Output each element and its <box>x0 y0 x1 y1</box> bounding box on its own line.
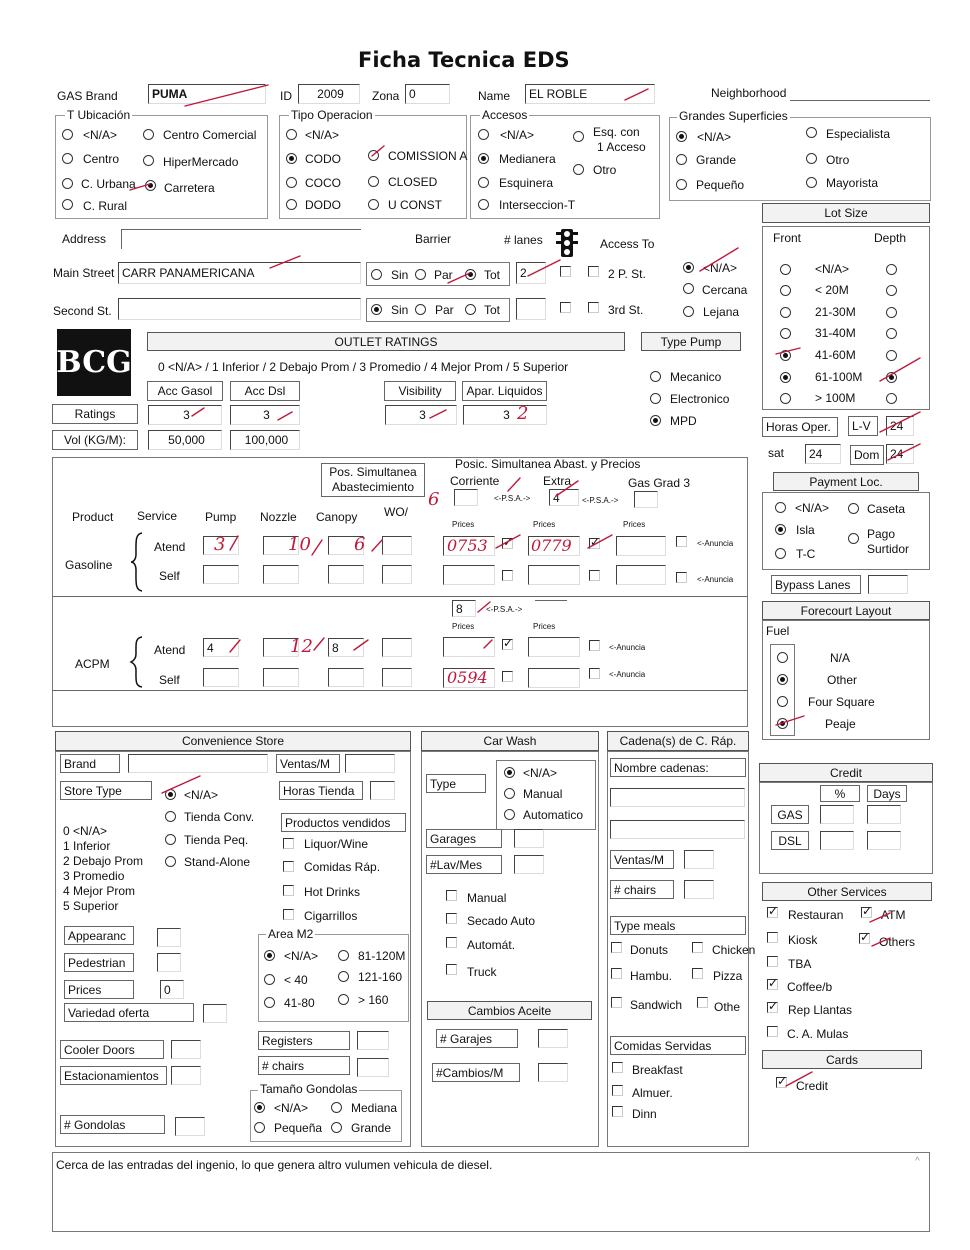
zona-field[interactable]: 0 <box>405 84 450 104</box>
gs-na-label: <N/A> <box>697 130 732 144</box>
rating-gasol-field[interactable]: 3 <box>148 405 222 425</box>
ubicacion-centro-label: Centro <box>83 152 120 166</box>
vol-dsl-field[interactable]: 100,000 <box>230 430 300 450</box>
visibility-label: Visibility <box>384 381 456 401</box>
tipo-operacion-title: Tipo Operacion <box>291 108 373 122</box>
accesos-esq-label: Esq. con <box>593 125 640 139</box>
ink-tick-mark <box>430 410 446 418</box>
meal-chicken-label: Chicken <box>712 943 756 957</box>
registers-label: Registers <box>258 1031 350 1050</box>
prod-liquor-label: Liquor/Wine <box>304 837 369 851</box>
depth-label: Depth <box>874 231 907 245</box>
cambios-aceite-header: Cambios Aceite <box>427 1001 592 1020</box>
gas-brand-label: GAS Brand <box>57 89 118 103</box>
ink-acpm-nozzle: 12 <box>290 636 313 657</box>
accesos-na-label: <N/A> <box>500 128 535 142</box>
ink-tick-mark <box>314 638 324 650</box>
prod-cigarrillos-label: Cigarrillos <box>304 909 358 923</box>
ink-tick-mark <box>880 358 920 381</box>
appearance-label: Appearanc <box>64 926 134 945</box>
wo-col-header: WO/ <box>384 505 408 519</box>
ubicacion-hiper-label: HiperMercado <box>163 155 239 169</box>
area-title: Area M2 <box>268 927 314 941</box>
forecourt-other-label: Other <box>827 673 858 687</box>
access-to-label: Access To <box>600 237 655 251</box>
ink-acpm-price: 0594 <box>447 668 488 687</box>
card-credit-label: Credit <box>796 1079 829 1093</box>
lot-size-option-label: 41-60M <box>815 348 856 362</box>
address-label: Address <box>62 232 107 246</box>
second-st-label: Second St. <box>53 304 112 318</box>
second-par-label: Par <box>435 303 454 317</box>
gas-self-anuncia-label: <-Anuncia <box>697 575 734 584</box>
horas-tienda-label: Horas Tienda <box>279 781 363 800</box>
name-label: Name <box>478 89 511 103</box>
tipo-na-label: <N/A> <box>305 128 340 142</box>
ink-tick-mark <box>478 602 490 612</box>
svc-kiosk-label: Kiosk <box>788 933 818 947</box>
accesos-interseccion-label: Interseccion-T <box>499 198 576 212</box>
sat-field[interactable]: 24 <box>805 444 841 464</box>
credit-pct-label: % <box>820 785 860 802</box>
lv-field[interactable]: 24 <box>886 416 914 436</box>
conv-scale-item: 0 <N/A> <box>63 824 108 838</box>
acc-gasol-label: Acc Gasol <box>147 381 223 401</box>
meal-sandwich-label: Sandwich <box>630 998 683 1012</box>
variedad-label: Variedad oferta <box>64 1003 194 1022</box>
psa-extra-field[interactable]: 4 <box>549 489 579 506</box>
ink-tick-mark <box>776 348 800 354</box>
gs-pequeno-label: Pequeño <box>696 178 745 192</box>
acpm-self-anuncia-label: <-Anuncia <box>609 670 646 679</box>
lot-size-option-label: <N/A> <box>815 262 850 276</box>
gs-otro-label: Otro <box>826 153 850 167</box>
svc-llantas-label: Rep Llantas <box>788 1003 853 1017</box>
lot-size-option-label: < 20M <box>815 283 849 297</box>
main-sin-label: Sin <box>391 268 409 282</box>
tipo-coco-label: COCO <box>305 176 341 190</box>
nozzle-col-header: Nozzle <box>260 510 297 524</box>
estacionamientos-label: Estacionamientos <box>60 1066 167 1085</box>
access-na-label: <N/A> <box>703 261 738 275</box>
ubicacion-cc-label: Centro Comercial <box>163 128 257 142</box>
svc-tba-label: TBA <box>788 957 812 971</box>
ink-tick-mark <box>230 536 238 550</box>
ink-tick-mark <box>484 640 492 648</box>
acpm-self-label: Self <box>159 673 180 687</box>
ubicacion-rural-label: C. Rural <box>83 199 128 213</box>
gasoline-label: Gasoline <box>65 558 113 572</box>
pos-simultanea-label: Pos. Simultanea Abastecimiento <box>321 463 425 497</box>
access-cercana-label: Cercana <box>702 283 748 297</box>
conv-brand-label: Brand <box>60 754 120 773</box>
front-label: Front <box>773 231 802 245</box>
ubicacion-carretera-label: Carretera <box>164 181 215 195</box>
horas-oper-label: Horas Oper. <box>762 417 838 437</box>
ink-tick-mark <box>354 640 368 650</box>
acpm-extra-prices-label: Prices <box>533 622 556 631</box>
grandes-superficies-title: Grandes Superficies <box>679 109 788 123</box>
credit-gas-label: GAS <box>771 805 809 824</box>
conv-scale-item: 5 Superior <box>63 899 119 913</box>
second-3rdst-label: 3rd St. <box>608 303 644 317</box>
conv-scale-item: 4 Mejor Prom <box>63 884 136 898</box>
main-par-label: Par <box>434 268 453 282</box>
tipo-comission-label: COMISSION A <box>388 149 468 163</box>
cw-automatico-label: Automatico <box>523 808 584 822</box>
ink-tick-mark <box>130 184 150 190</box>
prod-hotdrinks-label: Hot Drinks <box>304 885 361 899</box>
main-tot-label: Tot <box>484 268 501 282</box>
comments-text: Cerca de las entradas del ingenio, lo que genera altro vulumen vehicula de diesel. <box>56 1158 493 1172</box>
cad-ventas-label: Ventas/M <box>610 850 674 869</box>
lav-mes-label: #Lav/Mes <box>426 855 502 874</box>
ink-tick-mark <box>185 85 268 106</box>
tipo-codo-label: CODO <box>305 152 341 166</box>
pay-na-label: <N/A> <box>795 501 830 515</box>
acpm-label: ACPM <box>75 657 110 671</box>
main-street-field[interactable]: CARR PANAMERICANA <box>118 262 361 284</box>
pump-mpd-label: MPD <box>670 414 697 428</box>
lot-size-option-label: 61-100M <box>815 370 863 384</box>
id-field[interactable]: 2009 <box>298 84 360 104</box>
rating-visibility-field[interactable]: 3 <box>385 405 457 425</box>
gas-self-label: Self <box>159 569 180 583</box>
corr-prices-label: Prices <box>452 520 475 529</box>
gas-brand-field[interactable]: PUMA <box>148 84 266 104</box>
other-services-header: Other Services <box>762 882 932 901</box>
ink-tick-mark <box>270 256 300 268</box>
conv-chairs-label: # chairs <box>258 1056 350 1075</box>
psa-corriente-label: <-P.S.A.-> <box>494 494 531 503</box>
meal-otro-label: Othe <box>714 1000 741 1014</box>
main-street-label: Main Street <box>53 266 115 280</box>
gs-grande-label: Grande <box>696 153 737 167</box>
accesos-esquinera-label: Esquinera <box>499 176 554 190</box>
credit-days-label: Days <box>867 785 907 802</box>
ink-tick-mark <box>230 640 240 652</box>
conv-scale-item: 1 Inferior <box>63 839 111 853</box>
ink-tick-mark <box>508 478 520 491</box>
cw-opt-secado-label: Secado Auto <box>467 914 536 928</box>
cw-type-label: Type <box>426 774 486 793</box>
bypass-lanes-label: Bypass Lanes <box>771 575 861 594</box>
ink-corr-price: 0753 <box>447 536 488 555</box>
dom-label: Dom <box>850 445 884 465</box>
nombre-cadenas-label: Nombre cadenas: <box>610 758 746 777</box>
store-peq-label: Tienda Peq. <box>184 833 249 847</box>
credit-dsl-label: DSL <box>771 831 809 850</box>
forecourt-four-square-label: Four Square <box>808 695 875 709</box>
lot-size-header: Lot Size <box>762 203 930 223</box>
grad-prices-label: Prices <box>623 520 646 529</box>
gs-mayorista-label: Mayorista <box>826 176 879 190</box>
conv-prices-field[interactable]: 0 <box>160 980 184 999</box>
scroll-up-icon[interactable]: ^ <box>915 1156 920 1167</box>
pay-pago-label: Pago <box>867 527 896 541</box>
barrier-label: Barrier <box>415 232 452 246</box>
tam-na-label: <N/A> <box>274 1101 309 1115</box>
convenience-header: Convenience Store <box>55 731 411 751</box>
lot-size-option-label: > 100M <box>815 391 856 405</box>
pedestrian-label: Pedestrian <box>64 953 134 972</box>
ink-tick-mark <box>556 481 578 496</box>
id-label: ID <box>280 89 292 103</box>
lv-label: L-V <box>848 416 878 436</box>
gas-atend-anuncia-label: <-Anuncia <box>697 539 734 548</box>
main-lanes-field[interactable]: 2 <box>516 262 546 284</box>
meal-donuts-label: Donuts <box>630 943 669 957</box>
type-meals-label: Type meals <box>610 916 746 935</box>
tipo-closed-label: CLOSED <box>388 175 438 189</box>
pump-mecanico-label: Mecanico <box>670 370 722 384</box>
fuel-label: Fuel <box>766 624 790 638</box>
garajes-label: # Garajes <box>436 1029 518 1048</box>
vol-label: Vol (KG/M): <box>52 430 138 450</box>
ink-tick-mark <box>588 535 612 548</box>
productos-vendidos-label: Productos vendidos <box>281 813 406 832</box>
ink-tick-mark <box>872 938 890 946</box>
acpm-atend-anuncia-label: <-Anuncia <box>609 643 646 652</box>
ink-tick-mark <box>870 913 890 922</box>
ubicacion-na-label: <N/A> <box>83 128 118 142</box>
gondolas-label: # Gondolas <box>60 1115 165 1134</box>
area-121-label: 121-160 <box>358 970 403 984</box>
ink-tick-mark <box>192 408 204 416</box>
prod-comidas-label: Comidas Ráp. <box>304 860 381 874</box>
second-sin-label: Sin <box>391 303 409 317</box>
tam-pequena-label: Pequeña <box>274 1121 323 1135</box>
pump-electronico-label: Electronico <box>670 392 730 406</box>
name-field[interactable]: EL ROBLE <box>525 84 655 104</box>
dom-field[interactable]: 24 <box>886 444 914 464</box>
apar-liquidos-label: Apar. Liquidos <box>462 381 547 401</box>
serv-dinn-label: Dinn <box>632 1107 657 1121</box>
cw-na-label: <N/A> <box>523 766 558 780</box>
ink-tick-mark <box>880 412 920 432</box>
cooler-doors-label: Cooler Doors <box>60 1040 164 1059</box>
serv-almuer-label: Almuer. <box>632 1086 673 1100</box>
lot-size-option-label: 31-40M <box>815 326 856 340</box>
lot-size-option-label: 21-30M <box>815 305 856 319</box>
ubicacion-title: T Ubicación <box>67 108 131 122</box>
meal-pizza-label: Pizza <box>713 969 743 983</box>
payment-loc-header: Payment Loc. <box>773 472 919 491</box>
accesos-otro-label: Otro <box>593 163 617 177</box>
rating-apar-field[interactable]: 3 <box>463 405 547 425</box>
ink-tick-mark <box>888 444 920 460</box>
service-col-header: Service <box>137 509 178 523</box>
cw-opt-truck-label: Truck <box>467 965 497 979</box>
accesos-title: Accesos <box>482 108 528 122</box>
forecourt-header: Forecourt Layout <box>762 601 930 620</box>
ink-gas-pump: 3 <box>214 534 226 555</box>
meal-hambu-label: Hambu. <box>630 969 673 983</box>
vol-gasol-field[interactable]: 50,000 <box>148 430 222 450</box>
second-tot-label: Tot <box>484 303 501 317</box>
extra-prices-label: Prices <box>533 520 556 529</box>
svc-others-label: Others <box>879 935 916 949</box>
neighborhood-label: Neighborhood <box>711 86 787 100</box>
main-2pst-label: 2 P. St. <box>608 267 646 281</box>
cw-opt-manual-label: Manual <box>467 891 507 905</box>
cad-chairs-label: # chairs <box>610 880 674 899</box>
ink-tick-mark <box>448 273 470 283</box>
acpm-atend-canopy-field[interactable]: 8 <box>328 638 364 657</box>
ink-tick-mark <box>496 535 520 548</box>
cw-opt-automat-label: Automát. <box>467 938 516 952</box>
accesos-1acceso-label: 1 Acceso <box>597 140 646 154</box>
rating-scale-legend: 0 <N/A> / 1 Inferior / 2 Debajo Prom / 3 Promedio / 4 Mejor Prom / 5 Superior <box>158 360 569 374</box>
tam-grande-label: Grande <box>351 1121 392 1135</box>
svc-atm-label: ATM <box>881 908 906 922</box>
sat-label: sat <box>768 446 785 460</box>
garages-label: Garages <box>426 829 502 848</box>
acpm-psa-label: <-P.S.A.-> <box>486 605 523 614</box>
ink-tick-mark <box>776 716 804 725</box>
pump-col-header: Pump <box>205 510 237 524</box>
conv-scale-item: 2 Debajo Prom <box>63 854 144 868</box>
rating-dsl-field[interactable]: 3 <box>230 405 300 425</box>
acpm-psa-field[interactable]: 8 <box>452 600 476 617</box>
pay-caseta-label: Caseta <box>867 502 906 516</box>
forecourt-na-label: N/A <box>830 651 851 665</box>
type-pump-header: Type Pump <box>641 332 741 351</box>
tipo-uconst-label: U CONST <box>388 198 442 212</box>
ink-extra-price: 0779 <box>531 536 572 555</box>
forecourt-peaje-label: Peaje <box>825 717 856 731</box>
cambios-m-label: #Cambios/M <box>432 1063 520 1082</box>
ink-tick-mark <box>528 260 560 276</box>
store-na-label: <N/A> <box>184 788 219 802</box>
ratings-label: Ratings <box>52 404 138 424</box>
zona-label: Zona <box>372 89 400 103</box>
cards-header: Cards <box>762 1050 922 1069</box>
outlet-ratings-header: OUTLET RATINGS <box>147 332 625 351</box>
tipo-dodo-label: DODO <box>305 198 341 212</box>
product-col-header: Product <box>72 510 114 524</box>
ink-gas-nozzle: 10 <box>288 534 311 555</box>
area-41-label: 41-80 <box>284 996 315 1010</box>
posic-simultanea-label: Posic. Simultanea Abast. y Precios <box>455 457 641 471</box>
accesos-medianera-label: Medianera <box>499 152 556 166</box>
ubicacion-urbana-label: C. Urbana <box>81 177 136 191</box>
store-conv-label: Tienda Conv. <box>184 810 255 824</box>
ink-tick-mark <box>786 1072 812 1086</box>
ink-tick-mark <box>312 540 322 555</box>
svc-restauran-label: Restauran <box>788 908 844 922</box>
store-standalone-label: Stand-Alone <box>184 855 251 869</box>
ink-psa-corriente: 6 <box>428 489 440 510</box>
area-40-label: < 40 <box>284 973 308 987</box>
access-lejana-label: Lejana <box>703 305 740 319</box>
gs-especialista-label: Especialista <box>826 127 891 141</box>
pay-surtidor-label: Surtidor <box>867 542 910 556</box>
page-title: Ficha Tecnica EDS <box>358 48 570 72</box>
psa-extra-label: <-P.S.A.-> <box>582 496 619 505</box>
svc-coffee-label: Coffee/b <box>787 980 833 994</box>
ink-tick-mark <box>162 776 200 793</box>
ink-tick-mark <box>278 412 292 420</box>
area-81-label: 81-120M <box>358 949 406 963</box>
conv-scale-item: 3 Promedio <box>63 869 125 883</box>
svc-mulas-label: C. A. Mulas <box>787 1027 849 1041</box>
extra-label: Extra <box>543 474 572 488</box>
gas-atend-label: Atend <box>154 540 186 554</box>
credit-header: Credit <box>759 763 933 782</box>
acpm-atend-label: Atend <box>154 643 186 657</box>
corriente-label: Corriente <box>450 474 500 488</box>
tamano-title: Tamaño Gondolas <box>260 1082 358 1096</box>
conv-prices-label: Prices <box>64 980 134 999</box>
area-160-label: > 160 <box>358 993 389 1007</box>
ink-tick-mark <box>700 248 738 271</box>
bcg-logo: BCG <box>57 329 131 396</box>
acpm-atend-pump-field[interactable]: 4 <box>203 638 239 657</box>
ink-tick-mark <box>625 89 648 100</box>
canopy-col-header: Canopy <box>316 510 358 524</box>
store-type-label: Store Type <box>60 781 152 800</box>
lanes-label: # lanes <box>504 233 543 247</box>
acc-dsl-label: Acc Dsl <box>230 381 300 401</box>
serv-breakfast-label: Breakfast <box>632 1063 683 1077</box>
tam-mediana-label: Mediana <box>351 1101 398 1115</box>
pay-isla-label: Isla <box>796 523 815 537</box>
conv-ventas-label: Ventas/M <box>276 754 340 773</box>
ink-tick-mark <box>372 146 384 156</box>
area-na-label: <N/A> <box>284 949 319 963</box>
car-wash-header: Car Wash <box>421 731 599 751</box>
pay-tc-label: T-C <box>796 547 816 561</box>
gas-grad-label: Gas Grad 3 <box>628 476 691 490</box>
cw-manual-label: Manual <box>523 787 563 801</box>
comidas-servidas-label: Comidas Servidas <box>610 1036 746 1055</box>
ink-gas-canopy: 6 <box>354 534 366 555</box>
cadenas-header: Cadena(s) de C. Ráp. <box>607 731 749 751</box>
acpm-corr-prices-label: Prices <box>452 622 475 631</box>
ink-rating-apar: 2 <box>517 403 529 424</box>
ink-tick-mark <box>372 540 382 551</box>
